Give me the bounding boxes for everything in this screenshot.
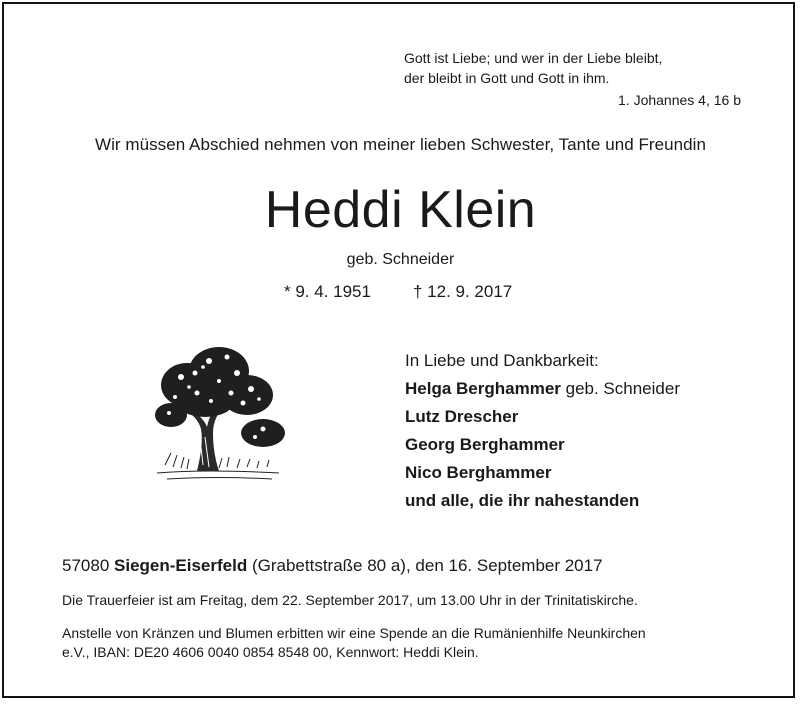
location-line <box>62 556 603 576</box>
quote-line-2: der bleibt in Gott und Gott in ihm. <box>404 70 610 86</box>
obituary-frame <box>2 2 795 698</box>
city: Siegen-Eiserfeld <box>114 556 248 575</box>
quote-reference: 1. Johannes 4, 16 b <box>618 92 741 108</box>
quote-line-1: Gott ist Liebe; und wer in der Liebe bleibt, <box>404 50 663 66</box>
mourner-name: Helga Berghammer <box>405 379 561 398</box>
mourners-heading: In Liebe und Dankbarkeit: <box>405 351 599 370</box>
intro-text: Wir müssen Abschied nehmen von meiner lieben Schwester, Tante und Freundin <box>94 135 706 154</box>
address-date: (Grabettstraße 80 a), den 16. September 2017 <box>247 556 603 575</box>
donation-notice <box>62 624 646 662</box>
bible-quote <box>404 48 662 88</box>
mourner-entry <box>405 403 680 431</box>
deceased-name: Heddi Klein <box>264 181 537 239</box>
mourners-list <box>405 347 680 515</box>
tree-illustration-icon <box>147 337 289 489</box>
service-notice: Die Trauerfeier ist am Freitag, dem 22. September 2017, um 13.00 Uhr in der Trinitatiskirche. <box>62 592 638 608</box>
mourner-name: Lutz Drescher <box>405 407 519 426</box>
mourner-entry <box>405 431 680 459</box>
donation-line-2: e.V., IBAN: DE20 4606 0040 0854 8548 00, Kennwort: Heddi Klein. <box>62 644 479 660</box>
mourner-entry <box>405 459 680 487</box>
maiden-name: geb. Schneider <box>346 251 455 268</box>
mourner-suffix: geb. Schneider <box>560 379 680 398</box>
postcode: 57080 <box>62 556 110 575</box>
death-date: † 12. 9. 2017 <box>413 282 513 301</box>
mourner-name: Nico Berghammer <box>405 463 552 482</box>
mourner-name: Georg Berghammer <box>405 435 565 454</box>
mourner-entry <box>405 487 680 515</box>
mourner-entry <box>405 375 680 403</box>
mourner-name: und alle, die ihr nahestanden <box>405 491 640 510</box>
birth-date: * 9. 4. 1951 <box>284 282 371 301</box>
donation-line-1: Anstelle von Kränzen und Blumen erbitten wir eine Spende an die Rumänienhilfe Neunkirchen <box>62 625 646 641</box>
